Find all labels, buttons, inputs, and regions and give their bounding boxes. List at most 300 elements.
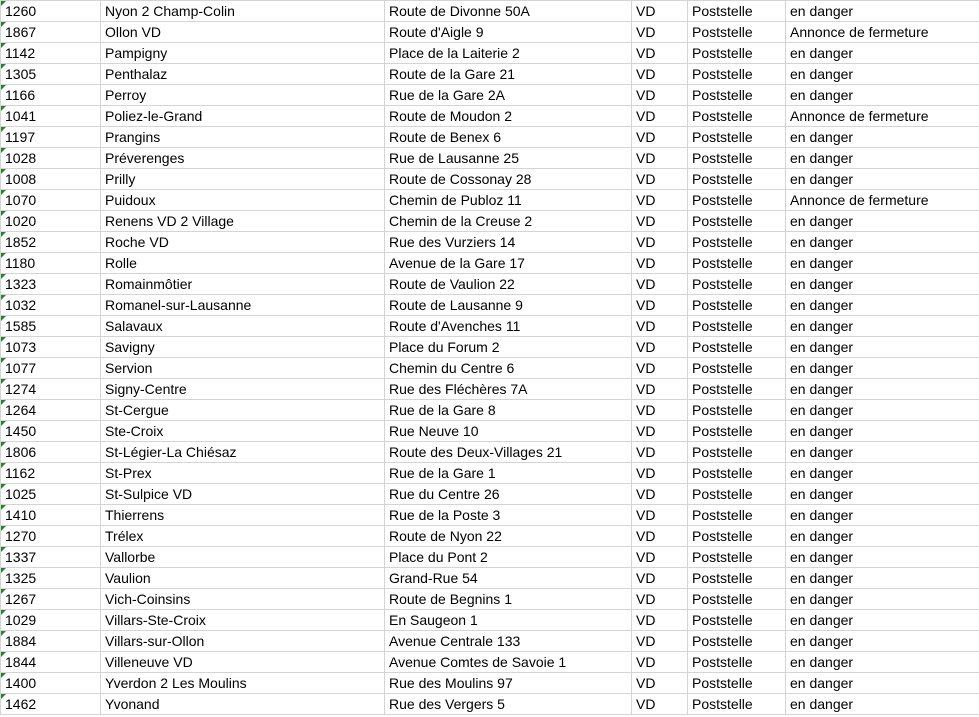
cell-plz[interactable]: [1, 379, 101, 400]
cell-plz[interactable]: [1, 589, 101, 610]
cell-text: 1166: [5, 87, 36, 103]
cell-address[interactable]: Rue de la Poste 3: [385, 505, 632, 526]
cell-type[interactable]: Poststelle: [688, 337, 786, 358]
cell-locality[interactable]: St-Légier-La Chiésaz: [101, 442, 385, 463]
cell-address[interactable]: Route de Moudon 2: [385, 106, 632, 127]
cell-status[interactable]: en danger: [786, 232, 979, 253]
cell-locality[interactable]: Servion: [101, 358, 385, 379]
cell-text: 1260: [5, 3, 37, 19]
cell-canton[interactable]: VD: [632, 673, 688, 694]
cell-canton[interactable]: VD: [632, 589, 688, 610]
cell-canton[interactable]: VD: [632, 337, 688, 358]
cell-address[interactable]: Rue de la Gare 2A: [385, 85, 632, 106]
cell-type[interactable]: Poststelle: [688, 631, 786, 652]
cell-canton[interactable]: VD: [632, 1, 688, 22]
cell-canton[interactable]: VD: [632, 295, 688, 316]
cell-plz[interactable]: [1, 43, 101, 64]
cell-text: 1032: [5, 297, 37, 313]
number-as-text-warning-icon: [1, 526, 6, 531]
table-row[interactable]: [1, 64, 979, 85]
cell-type[interactable]: Poststelle: [688, 64, 786, 85]
cell-locality[interactable]: Pampigny: [101, 43, 385, 64]
cell-address[interactable]: Place de la Laiterie 2: [385, 43, 632, 64]
cell-address[interactable]: Rue des Vergers 5: [385, 694, 632, 715]
cell-address[interactable]: Route de Vaulion 22: [385, 274, 632, 295]
cell-status[interactable]: en danger: [786, 589, 979, 610]
number-as-text-warning-icon: [1, 253, 6, 258]
cell-address[interactable]: Chemin de la Creuse 2: [385, 211, 632, 232]
cell-plz[interactable]: [1, 673, 101, 694]
table-row[interactable]: [1, 526, 979, 547]
cell-canton[interactable]: VD: [632, 379, 688, 400]
cell-locality[interactable]: Villeneuve VD: [101, 652, 385, 673]
cell-plz[interactable]: [1, 400, 101, 421]
number-as-text-warning-icon: [1, 22, 6, 27]
table-row[interactable]: [1, 547, 979, 568]
cell-plz[interactable]: [1, 211, 101, 232]
table-row[interactable]: [1, 43, 979, 64]
cell-locality[interactable]: St-Sulpice VD: [101, 484, 385, 505]
cell-text: 1008: [5, 171, 37, 187]
cell-plz[interactable]: [1, 127, 101, 148]
cell-text: 1180: [5, 255, 36, 271]
cell-locality[interactable]: Villars-Ste-Croix: [101, 610, 385, 631]
number-as-text-warning-icon: [1, 673, 6, 678]
cell-status[interactable]: en danger: [786, 505, 979, 526]
table-row[interactable]: [1, 106, 979, 127]
cell-text: 1274: [5, 381, 37, 397]
cell-canton[interactable]: VD: [632, 505, 688, 526]
table-row[interactable]: [1, 190, 979, 211]
cell-type[interactable]: Poststelle: [688, 568, 786, 589]
cell-text: 1073: [5, 339, 37, 355]
cell-address[interactable]: Rue Neuve 10: [385, 421, 632, 442]
cell-locality[interactable]: Thierrens: [101, 505, 385, 526]
cell-plz[interactable]: [1, 85, 101, 106]
cell-locality[interactable]: Nyon 2 Champ-Colin: [101, 1, 385, 22]
cell-plz[interactable]: [1, 232, 101, 253]
number-as-text-warning-icon: [1, 1, 6, 6]
table-row[interactable]: [1, 358, 979, 379]
cell-text: 1844: [5, 654, 37, 670]
cell-locality[interactable]: Poliez-le-Grand: [101, 106, 385, 127]
cell-plz[interactable]: [1, 295, 101, 316]
cell-plz[interactable]: [1, 274, 101, 295]
cell-locality[interactable]: Rolle: [101, 253, 385, 274]
cell-type[interactable]: Poststelle: [688, 274, 786, 295]
cell-locality[interactable]: Perroy: [101, 85, 385, 106]
cell-plz[interactable]: [1, 106, 101, 127]
cell-locality[interactable]: Romanel-sur-Lausanne: [101, 295, 385, 316]
cell-status[interactable]: en danger: [786, 295, 979, 316]
cell-canton[interactable]: VD: [632, 211, 688, 232]
cell-status[interactable]: en danger: [786, 463, 979, 484]
number-as-text-warning-icon: [1, 547, 6, 552]
cell-canton[interactable]: VD: [632, 358, 688, 379]
cell-status[interactable]: en danger: [786, 400, 979, 421]
cell-type[interactable]: Poststelle: [688, 22, 786, 43]
cell-status[interactable]: en danger: [786, 316, 979, 337]
cell-canton[interactable]: VD: [632, 85, 688, 106]
table-row[interactable]: [1, 673, 979, 694]
cell-type[interactable]: Poststelle: [688, 547, 786, 568]
number-as-text-warning-icon: [1, 400, 6, 405]
cell-address[interactable]: Rue du Centre 26: [385, 484, 632, 505]
cell-plz[interactable]: [1, 253, 101, 274]
cell-text: 1325: [5, 570, 37, 586]
cell-status[interactable]: en danger: [786, 127, 979, 148]
cell-type[interactable]: Poststelle: [688, 106, 786, 127]
cell-plz[interactable]: [1, 316, 101, 337]
number-as-text-warning-icon: [1, 190, 6, 195]
cell-status[interactable]: en danger: [786, 85, 979, 106]
cell-type[interactable]: Poststelle: [688, 211, 786, 232]
cell-plz[interactable]: [1, 631, 101, 652]
cell-canton[interactable]: VD: [632, 547, 688, 568]
cell-canton[interactable]: VD: [632, 463, 688, 484]
number-as-text-warning-icon: [1, 274, 6, 279]
cell-canton[interactable]: VD: [632, 442, 688, 463]
cell-type[interactable]: Poststelle: [688, 652, 786, 673]
table-row[interactable]: [1, 22, 979, 43]
cell-address[interactable]: Avenue Centrale 133: [385, 631, 632, 652]
table-row[interactable]: [1, 379, 979, 400]
cell-plz[interactable]: [1, 526, 101, 547]
cell-locality[interactable]: Yverdon 2 Les Moulins: [101, 673, 385, 694]
table-row[interactable]: [1, 400, 979, 421]
cell-locality[interactable]: St-Cergue: [101, 400, 385, 421]
cell-status[interactable]: en danger: [786, 211, 979, 232]
cell-address[interactable]: Route de Benex 6: [385, 127, 632, 148]
cell-address[interactable]: Grand-Rue 54: [385, 568, 632, 589]
cell-text: 1020: [5, 213, 37, 229]
cell-plz[interactable]: [1, 484, 101, 505]
cell-text: 1585: [5, 318, 37, 334]
cell-status[interactable]: en danger: [786, 631, 979, 652]
cell-status[interactable]: en danger: [786, 169, 979, 190]
cell-type[interactable]: Poststelle: [688, 1, 786, 22]
number-as-text-warning-icon: [1, 463, 6, 468]
cell-locality[interactable]: Signy-Centre: [101, 379, 385, 400]
cell-status[interactable]: Annonce de fermeture: [786, 106, 979, 127]
cell-locality[interactable]: Prilly: [101, 169, 385, 190]
number-as-text-warning-icon: [1, 295, 6, 300]
cell-type[interactable]: Poststelle: [688, 484, 786, 505]
cell-plz[interactable]: [1, 421, 101, 442]
cell-address[interactable]: Rue de la Gare 1: [385, 463, 632, 484]
number-as-text-warning-icon: [1, 358, 6, 363]
table-row[interactable]: [1, 421, 979, 442]
cell-status[interactable]: en danger: [786, 547, 979, 568]
number-as-text-warning-icon: [1, 442, 6, 447]
cell-canton[interactable]: VD: [632, 316, 688, 337]
cell-type[interactable]: Poststelle: [688, 610, 786, 631]
cell-canton[interactable]: VD: [632, 43, 688, 64]
table-row[interactable]: [1, 169, 979, 190]
cell-type[interactable]: Poststelle: [688, 526, 786, 547]
cell-address[interactable]: Rue de Lausanne 25: [385, 148, 632, 169]
cell-plz[interactable]: [1, 337, 101, 358]
cell-canton[interactable]: VD: [632, 484, 688, 505]
table-row[interactable]: [1, 652, 979, 673]
cell-status[interactable]: en danger: [786, 568, 979, 589]
table-row[interactable]: [1, 631, 979, 652]
cell-address[interactable]: Route des Deux-Villages 21: [385, 442, 632, 463]
table-row[interactable]: [1, 463, 979, 484]
cell-locality[interactable]: Yvonand: [101, 694, 385, 715]
cell-plz[interactable]: [1, 505, 101, 526]
cell-text: 1867: [5, 24, 37, 40]
cell-plz[interactable]: [1, 1, 101, 22]
cell-address[interactable]: Chemin du Centre 6: [385, 358, 632, 379]
table-row[interactable]: [1, 589, 979, 610]
cell-status[interactable]: Annonce de fermeture: [786, 22, 979, 43]
number-as-text-warning-icon: [1, 589, 6, 594]
table-row[interactable]: [1, 253, 979, 274]
cell-address[interactable]: Place du Forum 2: [385, 337, 632, 358]
cell-address[interactable]: Route d'Avenches 11: [385, 316, 632, 337]
cell-type[interactable]: Poststelle: [688, 232, 786, 253]
number-as-text-warning-icon: [1, 211, 6, 216]
cell-type[interactable]: Poststelle: [688, 694, 786, 715]
table-row[interactable]: [1, 505, 979, 526]
cell-plz[interactable]: [1, 463, 101, 484]
cell-locality[interactable]: Savigny: [101, 337, 385, 358]
cell-status[interactable]: en danger: [786, 610, 979, 631]
table-row[interactable]: [1, 568, 979, 589]
table-row[interactable]: [1, 127, 979, 148]
number-as-text-warning-icon: [1, 316, 6, 321]
cell-text: 1070: [5, 192, 37, 208]
cell-locality[interactable]: Trélex: [101, 526, 385, 547]
cell-status[interactable]: en danger: [786, 337, 979, 358]
cell-locality[interactable]: Romainmôtier: [101, 274, 385, 295]
table-row[interactable]: [1, 694, 979, 715]
cell-address[interactable]: Rue des Vurziers 14: [385, 232, 632, 253]
cell-canton[interactable]: VD: [632, 253, 688, 274]
cell-text: 1806: [5, 444, 37, 460]
cell-plz[interactable]: [1, 568, 101, 589]
cell-plz[interactable]: [1, 547, 101, 568]
cell-plz[interactable]: [1, 190, 101, 211]
number-as-text-warning-icon: [1, 337, 6, 342]
number-as-text-warning-icon: [1, 379, 6, 384]
cell-status[interactable]: en danger: [786, 358, 979, 379]
cell-locality[interactable]: Ste-Croix: [101, 421, 385, 442]
cell-plz[interactable]: [1, 652, 101, 673]
cell-status[interactable]: Annonce de fermeture: [786, 190, 979, 211]
cell-type[interactable]: Poststelle: [688, 400, 786, 421]
cell-text: 1462: [5, 696, 37, 712]
cell-status[interactable]: en danger: [786, 484, 979, 505]
number-as-text-warning-icon: [1, 106, 6, 111]
cell-address[interactable]: Route de Begnins 1: [385, 589, 632, 610]
cell-canton[interactable]: VD: [632, 232, 688, 253]
cell-plz[interactable]: [1, 169, 101, 190]
cell-address[interactable]: Rue des Moulins 97: [385, 673, 632, 694]
number-as-text-warning-icon: [1, 505, 6, 510]
table-row[interactable]: [1, 442, 979, 463]
cell-canton[interactable]: VD: [632, 694, 688, 715]
cell-canton[interactable]: VD: [632, 652, 688, 673]
number-as-text-warning-icon: [1, 85, 6, 90]
cell-canton[interactable]: VD: [632, 190, 688, 211]
cell-type[interactable]: Poststelle: [688, 673, 786, 694]
number-as-text-warning-icon: [1, 232, 6, 237]
cell-type[interactable]: Poststelle: [688, 127, 786, 148]
number-as-text-warning-icon: [1, 148, 6, 153]
cell-locality[interactable]: St-Prex: [101, 463, 385, 484]
cell-locality[interactable]: Ollon VD: [101, 22, 385, 43]
cell-address[interactable]: Route de Cossonay 28: [385, 169, 632, 190]
cell-canton[interactable]: VD: [632, 526, 688, 547]
cell-canton[interactable]: VD: [632, 568, 688, 589]
table-row[interactable]: [1, 610, 979, 631]
cell-type[interactable]: Poststelle: [688, 379, 786, 400]
cell-address[interactable]: Chemin de Publoz 11: [385, 190, 632, 211]
cell-plz[interactable]: [1, 442, 101, 463]
cell-canton[interactable]: VD: [632, 127, 688, 148]
cell-text: 1197: [5, 129, 36, 145]
cell-locality[interactable]: Penthalaz: [101, 64, 385, 85]
cell-canton[interactable]: VD: [632, 148, 688, 169]
cell-canton[interactable]: VD: [632, 274, 688, 295]
cell-address[interactable]: Place du Pont 2: [385, 547, 632, 568]
cell-text: 1267: [5, 591, 37, 607]
cell-text: 1337: [5, 549, 37, 565]
cell-plz[interactable]: [1, 22, 101, 43]
cell-text: 1264: [5, 402, 37, 418]
cell-address[interactable]: Rue de la Gare 8: [385, 400, 632, 421]
cell-canton[interactable]: VD: [632, 64, 688, 85]
cell-canton[interactable]: VD: [632, 400, 688, 421]
table-row[interactable]: [1, 484, 979, 505]
cell-text: 1077: [5, 360, 37, 376]
cell-status[interactable]: en danger: [786, 442, 979, 463]
cell-status[interactable]: en danger: [786, 694, 979, 715]
cell-text: 1410: [5, 507, 37, 523]
cell-text: 1025: [5, 486, 37, 502]
cell-type[interactable]: Poststelle: [688, 148, 786, 169]
table-row[interactable]: [1, 85, 979, 106]
cell-locality[interactable]: Villars-sur-Ollon: [101, 631, 385, 652]
cell-type[interactable]: Poststelle: [688, 43, 786, 64]
cell-type[interactable]: Poststelle: [688, 253, 786, 274]
cell-status[interactable]: en danger: [786, 652, 979, 673]
cell-text: 1162: [5, 465, 36, 481]
cell-type[interactable]: Poststelle: [688, 463, 786, 484]
cell-canton[interactable]: VD: [632, 106, 688, 127]
number-as-text-warning-icon: [1, 169, 6, 174]
cell-locality[interactable]: Vich-Coinsins: [101, 589, 385, 610]
cell-locality[interactable]: Renens VD 2 Village: [101, 211, 385, 232]
cell-type[interactable]: Poststelle: [688, 85, 786, 106]
table-row[interactable]: [1, 316, 979, 337]
cell-address[interactable]: Route de la Gare 21: [385, 64, 632, 85]
cell-address[interactable]: Route de Nyon 22: [385, 526, 632, 547]
cell-status[interactable]: en danger: [786, 421, 979, 442]
number-as-text-warning-icon: [1, 568, 6, 573]
number-as-text-warning-icon: [1, 64, 6, 69]
cell-status[interactable]: en danger: [786, 526, 979, 547]
cell-status[interactable]: en danger: [786, 148, 979, 169]
cell-status[interactable]: en danger: [786, 673, 979, 694]
cell-canton[interactable]: VD: [632, 610, 688, 631]
number-as-text-warning-icon: [1, 484, 6, 489]
cell-locality[interactable]: Puidoux: [101, 190, 385, 211]
cell-locality[interactable]: Vallorbe: [101, 547, 385, 568]
table-row[interactable]: [1, 148, 979, 169]
cell-locality[interactable]: Prangins: [101, 127, 385, 148]
table-row[interactable]: [1, 211, 979, 232]
cell-plz[interactable]: [1, 64, 101, 85]
number-as-text-warning-icon: [1, 631, 6, 636]
cell-address[interactable]: Avenue Comtes de Savoie 1: [385, 652, 632, 673]
cell-type[interactable]: Poststelle: [688, 358, 786, 379]
cell-status[interactable]: en danger: [786, 379, 979, 400]
cell-plz[interactable]: [1, 148, 101, 169]
table-row[interactable]: [1, 337, 979, 358]
cell-type[interactable]: Poststelle: [688, 421, 786, 442]
cell-text: 1142: [5, 45, 36, 61]
cell-canton[interactable]: VD: [632, 169, 688, 190]
cell-text: 1323: [5, 276, 37, 292]
table-row[interactable]: [1, 295, 979, 316]
cell-status[interactable]: en danger: [786, 274, 979, 295]
cell-text: 1305: [5, 66, 37, 82]
cell-type[interactable]: Poststelle: [688, 190, 786, 211]
cell-locality[interactable]: Roche VD: [101, 232, 385, 253]
cell-locality[interactable]: Préverenges: [101, 148, 385, 169]
table-row[interactable]: [1, 1, 979, 22]
cell-type[interactable]: Poststelle: [688, 169, 786, 190]
table-row[interactable]: [1, 232, 979, 253]
number-as-text-warning-icon: [1, 652, 6, 657]
cell-plz[interactable]: [1, 610, 101, 631]
cell-text: 1450: [5, 423, 37, 439]
cell-address[interactable]: Rue des Fléchères 7A: [385, 379, 632, 400]
cell-canton[interactable]: VD: [632, 421, 688, 442]
cell-type[interactable]: Poststelle: [688, 316, 786, 337]
cell-locality[interactable]: Vaulion: [101, 568, 385, 589]
cell-text: 1041: [5, 108, 37, 124]
cell-status[interactable]: en danger: [786, 253, 979, 274]
cell-canton[interactable]: VD: [632, 22, 688, 43]
cell-type[interactable]: Poststelle: [688, 442, 786, 463]
cell-status[interactable]: en danger: [786, 1, 979, 22]
cell-type[interactable]: Poststelle: [688, 295, 786, 316]
cell-text: 1028: [5, 150, 37, 166]
number-as-text-warning-icon: [1, 610, 6, 615]
cell-type[interactable]: Poststelle: [688, 505, 786, 526]
cell-status[interactable]: en danger: [786, 64, 979, 85]
cell-address[interactable]: Route de Divonne 50A: [385, 1, 632, 22]
number-as-text-warning-icon: [1, 421, 6, 426]
cell-text: 1884: [5, 633, 37, 649]
cell-plz[interactable]: [1, 694, 101, 715]
cell-text: 1029: [5, 612, 37, 628]
cell-type[interactable]: Poststelle: [688, 589, 786, 610]
cell-status[interactable]: en danger: [786, 43, 979, 64]
table-row[interactable]: [1, 274, 979, 295]
cell-address[interactable]: Route d'Aigle 9: [385, 22, 632, 43]
cell-locality[interactable]: Salavaux: [101, 316, 385, 337]
cell-address[interactable]: Route de Lausanne 9: [385, 295, 632, 316]
cell-canton[interactable]: VD: [632, 631, 688, 652]
cell-address[interactable]: Avenue de la Gare 17: [385, 253, 632, 274]
cell-address[interactable]: En Saugeon 1: [385, 610, 632, 631]
cell-plz[interactable]: [1, 358, 101, 379]
